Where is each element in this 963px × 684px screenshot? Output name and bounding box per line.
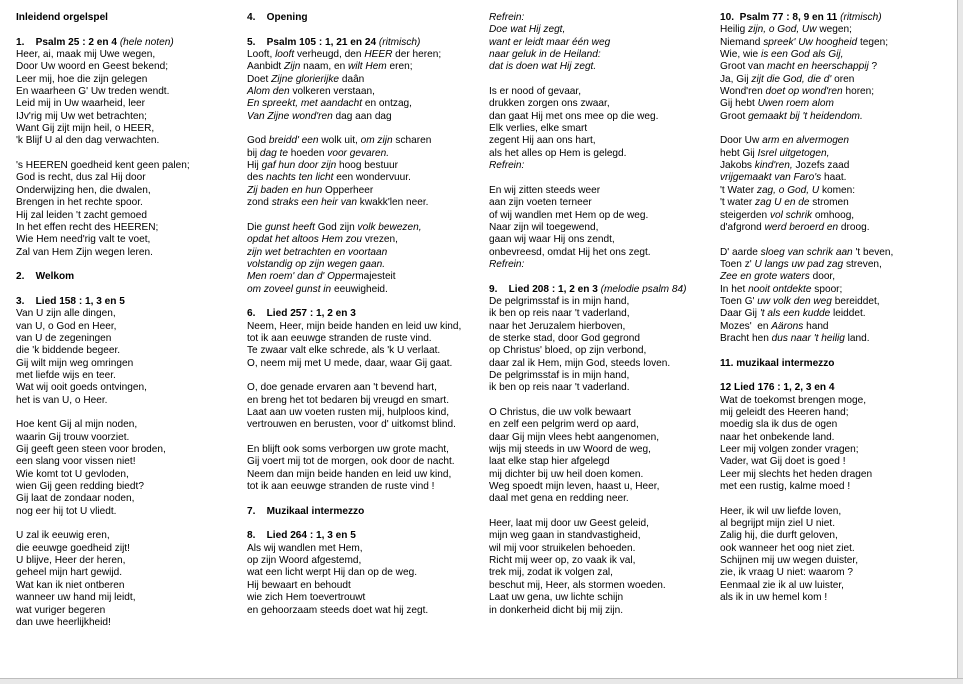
text-line: waarin Gij trouw voorziet. bbox=[16, 431, 130, 443]
text-line: des nachts ten licht een wondervuur. bbox=[247, 172, 411, 184]
blank-line bbox=[16, 148, 248, 160]
text-line: en zelf een pelgrim werd op aard, bbox=[489, 419, 639, 431]
text-line: 2. Welkom bbox=[16, 271, 75, 283]
text-line: Gij hebt Uwen roem alom bbox=[720, 98, 834, 110]
text-line: 5. Psalm 105 : 1, 21 en 24 (ritmisch) bbox=[247, 36, 421, 48]
text-line: aan zijn voeten terneer bbox=[489, 197, 592, 209]
text-line: opdat het altoos Hem zou vrezen, bbox=[247, 234, 398, 246]
blank-line bbox=[489, 506, 721, 518]
text-line: moedig sla ik dus de ogen bbox=[720, 419, 838, 431]
column-1 bbox=[16, 12, 248, 629]
text-line: ook wanneer het oog niet ziet. bbox=[720, 542, 855, 554]
text-line: 10. Psalm 77 : 8, 9 en 11 (ritmisch) bbox=[720, 12, 882, 23]
text-line: die eeuwge goedheid zijt! bbox=[16, 542, 130, 554]
text-line: Hij bewaart en behoudt bbox=[247, 579, 351, 591]
text-line: Zal van Hem Zijn wegen leren. bbox=[16, 246, 153, 258]
text-line: wil mij voor struikelen behoeden. bbox=[489, 542, 636, 554]
text-line: Van Zijne wond'ren dag aan dag bbox=[247, 110, 392, 122]
text-line: Refrein: bbox=[489, 160, 525, 172]
section-heading: Inleidend orgelspel bbox=[16, 12, 108, 23]
text-line: 1. Psalm 25 : 2 en 4 (hele noten) bbox=[16, 36, 174, 48]
text-line: Leid mij in Uw waarheid, leer bbox=[16, 98, 146, 110]
text-line: Heer, ik wil uw liefde loven, bbox=[720, 505, 842, 517]
text-line: Brengen in het rechte spoor. bbox=[16, 197, 143, 209]
text-line: vrijgemaakt van Faro's haat. bbox=[720, 172, 847, 184]
text-line: nog eer hij tot U vliedt. bbox=[16, 505, 117, 517]
text-line: D' aarde sloeg van schrik aan 't beven, bbox=[720, 246, 894, 258]
text-line: zijn wet betrachten en voortaan bbox=[247, 246, 388, 258]
text-line: met liefde wijs en teer. bbox=[16, 369, 116, 381]
text-line: daal met gena en redding neer. bbox=[489, 493, 629, 505]
text-line: Gij geeft geen steen voor broden, bbox=[16, 444, 166, 456]
text-line: Wat wij ooit goeds ontvingen, bbox=[16, 382, 147, 394]
blank-line bbox=[16, 518, 248, 530]
text-line: De pelgrimsstaf is in mijn hand, bbox=[489, 295, 630, 307]
text-line: God is recht, dus zal Hij door bbox=[16, 172, 146, 184]
text-line: 3. Lied 158 : 1, 3 en 5 bbox=[16, 295, 125, 307]
text-line: 't water zag U en de stromen bbox=[720, 197, 849, 209]
blank-line bbox=[720, 234, 960, 246]
blank-line bbox=[247, 370, 489, 382]
text-line: want er leidt maar één weg bbox=[489, 36, 611, 48]
column-4 bbox=[720, 12, 960, 605]
text-line: Alom den volkeren verstaan, bbox=[247, 86, 375, 98]
text-line: Gij laat de zondaar noden, bbox=[16, 493, 135, 505]
text-line: Is er nood of gevaar, bbox=[489, 86, 582, 98]
blank-line bbox=[16, 407, 248, 419]
text-line: Leer mij volgen zonder vragen; bbox=[720, 444, 859, 456]
text-line: Looft, looft verheugd, den HEER der heren; bbox=[247, 49, 442, 61]
text-line: Weg spoedt mijn leven, haast u, Heer, bbox=[489, 481, 660, 493]
blank-line bbox=[16, 24, 248, 36]
text-line: 's HEEREN goedheid kent geen palen; bbox=[16, 160, 190, 172]
text-line: 'k Blijf U al den dag verwachten. bbox=[16, 135, 160, 147]
text-line: wie zich Hem toevertrouwt bbox=[247, 592, 366, 604]
text-line: daar zal ik Hem, mijn God, steeds loven. bbox=[489, 357, 671, 369]
text-line: Toen G' uw volk den weg bereiddet, bbox=[720, 295, 880, 307]
text-line: als het alles op Hem is gelegd. bbox=[489, 147, 627, 159]
text-line: wanneer uw hand mij leidt, bbox=[16, 592, 136, 604]
text-line: onbevreesd, omdat Hij het ons zegt. bbox=[489, 246, 651, 258]
text-line: mij geleidt des Heeren hand; bbox=[720, 407, 849, 418]
text-line: ik ben op reis naar 't vaderland, bbox=[489, 308, 630, 320]
text-line: Schijnen mij uw wegen duister, bbox=[720, 555, 859, 567]
text-line: Door Uw woord en Geest bekend; bbox=[16, 61, 169, 73]
text-line: beschut mij, Heer, als stormen woeden. bbox=[489, 579, 666, 591]
text-line: zond straks een heir van kwakk'len neer. bbox=[247, 197, 429, 209]
text-line: hebt Gij Isrel uitgetogen, bbox=[720, 147, 830, 159]
text-line: de sterke stad, door God gegrond bbox=[489, 332, 640, 344]
text-line: tot ik aan eeuwge stranden de ruste vind. bbox=[247, 332, 432, 344]
text-line: Heer, ai, maak mij Uwe wegen, bbox=[16, 49, 156, 61]
text-line: 9. Lied 208 : 1, 2 en 3 (melodie psalm 84) bbox=[489, 283, 687, 295]
text-line: dat is doen wat Hij zegt. bbox=[489, 61, 597, 73]
text-line: zegent Hij aan ons hart, bbox=[489, 135, 596, 147]
text-line: En blijft ook soms verborgen uw grote macht, bbox=[247, 444, 449, 456]
text-line: Toen z' U langs uw pad zag streven, bbox=[720, 258, 882, 270]
text-line: 12 Lied 176 : 1, 2, 3 en 4 bbox=[720, 382, 835, 394]
blank-line bbox=[247, 24, 489, 36]
text-line: d'afgrond werd beroerd en droog. bbox=[720, 221, 870, 233]
text-line: Ja, Gij zijt die God, die d' oren bbox=[720, 73, 855, 85]
text-line: Van U zijn alle dingen, bbox=[16, 308, 116, 320]
text-line: In het effen recht des HEEREN; bbox=[16, 221, 159, 233]
text-line: steigerden vol schrik omhoog, bbox=[720, 209, 855, 221]
text-line: De pelgrimsstaf is in mijn hand, bbox=[489, 369, 630, 381]
text-line: Doe wat Hij zegt, bbox=[489, 24, 566, 36]
text-line: om zoveel gunst in eeuwigheid. bbox=[247, 283, 388, 295]
text-line: O, neem mij met U mede, daar, waar Gij gaat. bbox=[247, 357, 453, 369]
text-line: gaan wij waar Hij ons zendt, bbox=[489, 234, 615, 246]
text-line: op Christus' bloed, op zijn verbond, bbox=[489, 345, 647, 357]
blank-line bbox=[720, 493, 960, 505]
blank-line bbox=[489, 395, 721, 407]
text-line: Laat aan uw voeten rusten mij, hulploos kind, bbox=[247, 407, 449, 418]
text-line: mij dichter bij uw heil doen komen. bbox=[489, 468, 644, 480]
text-line: het is van U, o Heer. bbox=[16, 394, 108, 406]
text-line: mijn weg gaan in standvastigheid, bbox=[489, 530, 641, 542]
text-line: volstandig op zijn wegen gaan. bbox=[247, 258, 386, 270]
text-line: Hij gaf hun door zijn hoog bestuur bbox=[247, 160, 398, 172]
text-line: wat een licht werpt Hij dan op de weg. bbox=[247, 567, 418, 579]
text-line: vertrouwen en berusten, voor d' uitkomst blind. bbox=[247, 419, 456, 431]
text-line: Groot gemaakt bij 't heidendom. bbox=[720, 110, 863, 122]
text-line: Elk verlies, elke smart bbox=[489, 123, 588, 135]
text-line: ik ben op reis naar 't vaderland. bbox=[489, 382, 630, 394]
scrollbar-right-edge bbox=[957, 0, 963, 678]
text-line: Heilig zijn, o God, Uw wegen; bbox=[720, 24, 852, 36]
text-line: Gij voert mij tot de morgen, ook door de nacht. bbox=[247, 456, 455, 468]
blank-line bbox=[489, 74, 721, 86]
blank-line bbox=[247, 493, 489, 505]
text-line: Groot van macht en heerschappij ? bbox=[720, 61, 878, 73]
text-line: trek mij, zodat ik volgen zal, bbox=[489, 567, 613, 579]
text-line: Leer mij, hoe die zijn gelegen bbox=[16, 73, 148, 85]
blank-line bbox=[489, 172, 721, 184]
text-line: IJv'rig mij Uw wet betrachten; bbox=[16, 110, 147, 122]
text-line: 4. Opening bbox=[247, 12, 308, 23]
text-line: en gehoorzaam steeds doet wat hij zegt. bbox=[247, 604, 429, 616]
text-line: van U, o God en Heer, bbox=[16, 320, 117, 332]
text-line: Die gunst heeft God zijn volk bewezen, bbox=[247, 221, 422, 233]
text-line: in donkerheid dicht bij mij zijn. bbox=[489, 604, 624, 616]
text-line: Hij zal leiden 't zacht gemoed bbox=[16, 209, 147, 221]
text-line: Richt mij weer op, zo vaak ik val, bbox=[489, 555, 636, 567]
text-line: een slang voor vissen niet! bbox=[16, 456, 136, 468]
text-line: Men roem' dan d' Oppermajesteit bbox=[247, 271, 396, 283]
text-line: Wie, wie is een God als Gij, bbox=[720, 49, 844, 61]
blank-line bbox=[247, 210, 489, 222]
text-line: In het nooit ontdekte spoor; bbox=[720, 283, 843, 295]
text-line: O, doe genade ervaren aan 't bevend hart, bbox=[247, 382, 437, 394]
blank-line bbox=[247, 123, 489, 135]
text-line: Laat uw gena, uw lichte schijn bbox=[489, 592, 624, 604]
text-line: naar het onbekende land. bbox=[720, 431, 835, 443]
text-line: 6. Lied 257 : 1, 2 en 3 bbox=[247, 308, 356, 320]
text-line: Leer mij slechts het heden dragen bbox=[720, 468, 873, 480]
blank-line bbox=[16, 259, 248, 271]
text-line: Als wij wandlen met Hem, bbox=[247, 542, 363, 554]
text-line: Neem, Heer, mijn beide handen en leid uw kind, bbox=[247, 320, 462, 332]
text-line: al begrijpt mijn ziel U niet. bbox=[720, 518, 836, 530]
blank-line bbox=[489, 271, 721, 283]
text-line: U blijve, Heer der heren, bbox=[16, 555, 126, 567]
text-line: Refrein: bbox=[489, 12, 525, 23]
text-line: Gij wilt mijn weg omringen bbox=[16, 357, 134, 369]
text-line: dan gaat Hij met ons mee op die weg. bbox=[489, 110, 659, 122]
text-line: Refrein: bbox=[489, 258, 525, 270]
text-line: Heer, laat mij door uw Geest geleid, bbox=[489, 518, 649, 530]
text-line: Wie Hem need'rig valt te voet, bbox=[16, 234, 151, 246]
text-line: Want Gij zijt mijn heil, o HEER, bbox=[16, 123, 155, 135]
page-bottom-edge bbox=[0, 678, 963, 684]
column-3 bbox=[489, 12, 721, 617]
text-line: naar het Jeruzalem hierboven, bbox=[489, 320, 626, 332]
text-line: naar geluk in de Heiland: bbox=[489, 49, 601, 61]
text-line: zie, ik vraag U niet: waarom ? bbox=[720, 567, 853, 579]
text-line: wien Gij geen redding biedt? bbox=[16, 481, 144, 493]
blank-line bbox=[16, 284, 248, 296]
text-line: Wond'ren doet op wond'ren horen; bbox=[720, 86, 875, 98]
blank-line bbox=[247, 518, 489, 530]
text-line: of wij wandlen met Hem op de weg. bbox=[489, 209, 649, 221]
text-line: wijs mij steeds in uw Woord de weg, bbox=[489, 444, 651, 456]
text-line: O Christus, die uw volk bewaart bbox=[489, 407, 631, 418]
blank-line bbox=[720, 370, 960, 382]
text-line: Niemand spreek' Uw hoogheid tegen; bbox=[720, 36, 889, 48]
text-line: 't Water zag, o God, U komen: bbox=[720, 184, 856, 196]
text-line: En wij zitten steeds weer bbox=[489, 184, 601, 196]
text-line: en breng het tot bedaren bij vreugd en smart. bbox=[247, 394, 450, 406]
text-line: Zalig hij, die durft geloven, bbox=[720, 530, 838, 542]
text-line: laat elke stap hier afgelegd bbox=[489, 456, 610, 468]
text-line: tot ik aan eeuwge stranden de ruste vind ! bbox=[247, 481, 435, 493]
text-line: 8. Lied 264 : 1, 3 en 5 bbox=[247, 530, 356, 542]
text-line: Aanbidt Zijn naam, en wilt Hem eren; bbox=[247, 61, 413, 73]
text-line: Eenmaal zie ik al uw luister, bbox=[720, 579, 844, 591]
text-line: Zee en grote waters door, bbox=[720, 271, 836, 283]
text-line: 7. Muzikaal intermezzo bbox=[247, 505, 365, 517]
text-line: bij dag te hoeden voor gevaren. bbox=[247, 147, 390, 159]
text-line: 11. muzikaal intermezzo bbox=[720, 357, 835, 369]
text-line: Wat kan ik niet ontberen bbox=[16, 579, 125, 591]
blank-line bbox=[247, 432, 489, 444]
text-line: met een rustig, kalme moed ! bbox=[720, 481, 851, 493]
text-line: Wat de toekomst brengen moge, bbox=[720, 394, 867, 406]
text-line: Neem dan mijn beide handen en leid uw kind, bbox=[247, 468, 452, 480]
text-line: U zal ik eeuwig eren, bbox=[16, 530, 110, 542]
text-line: Bracht hen dus naar 't heilig land. bbox=[720, 332, 870, 344]
blank-line bbox=[720, 345, 960, 357]
text-line: van U de zegeningen bbox=[16, 332, 112, 344]
blank-line bbox=[247, 296, 489, 308]
text-line: die 'k biddende begeer. bbox=[16, 345, 121, 357]
text-line: Doet Zijne glorierijke daân bbox=[247, 73, 365, 85]
text-line: geheel mijn hart gewijd. bbox=[16, 567, 123, 579]
text-line: als ik in uw hemel kom ! bbox=[720, 592, 828, 604]
text-line: Mozes' en Aärons hand bbox=[720, 320, 829, 332]
column-2 bbox=[247, 12, 489, 617]
blank-line bbox=[720, 123, 960, 135]
text-line: Zij baden en hun Opperheer bbox=[247, 184, 374, 196]
text-line: Door Uw arm en alvermogen bbox=[720, 135, 850, 147]
text-line: dan uwe heerlijkheid! bbox=[16, 616, 111, 628]
text-line: drukken zorgen ons zwaar, bbox=[489, 98, 610, 110]
text-line: God breidd' een wolk uit, om zijn scharen bbox=[247, 135, 432, 147]
text-line: op zijn Woord afgestemd, bbox=[247, 555, 362, 567]
text-line: Daar Gij 't als een kudde leiddet. bbox=[720, 308, 866, 320]
text-line: wat vuriger begeren bbox=[16, 604, 106, 616]
text-line: Onderwijzing hen, die dwalen, bbox=[16, 184, 151, 196]
text-line: En spreekt, met aandacht en ontzag, bbox=[247, 98, 412, 110]
text-line: Hoe kent Gij al mijn noden, bbox=[16, 419, 138, 431]
text-line: En waarheen G' Uw treden wendt. bbox=[16, 86, 170, 98]
text-line: Naar zijn wil toegewend, bbox=[489, 221, 599, 233]
text-line: daar Gij mijn vlees hebt aangenomen, bbox=[489, 431, 660, 443]
text-line: Te zwaar valt elke schrede, als 'k U verlaat. bbox=[247, 345, 441, 357]
text-line: Vader, wat Gij doet is goed ! bbox=[720, 456, 846, 468]
text-line: Jakobs kind'ren, Jozefs zaad bbox=[720, 160, 850, 172]
text-line: Wie komt tot U gevloden, bbox=[16, 468, 129, 480]
